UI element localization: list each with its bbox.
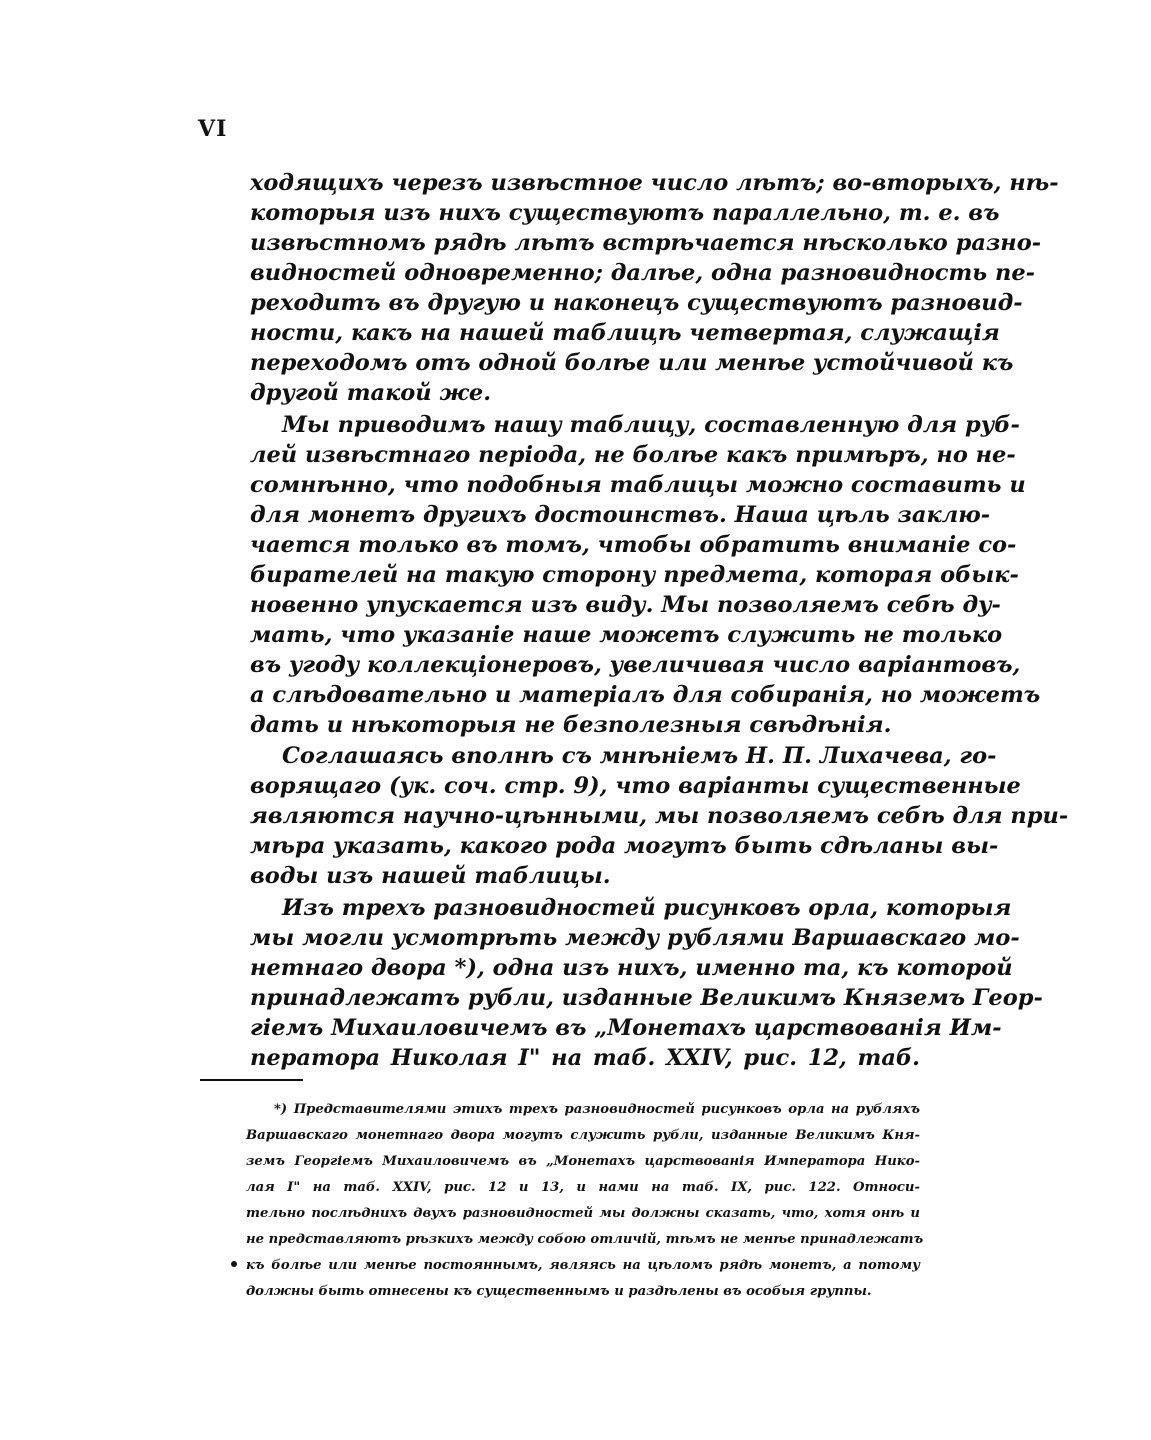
footnote-line: земъ Георгіемъ Михаиловичемъ въ „Монетахъ царствованія Императора Нико- (246, 1154, 920, 1169)
footnote-line: къ болѣе или менѣе постояннымъ, являясь на цѣломъ рядѣ монетъ, а потому (246, 1258, 920, 1273)
body-line: нетнаго двора *), одна изъ нихъ, именно та, къ которой (250, 955, 1013, 981)
body-line: мѣра указать, какого рода могутъ быть сдѣланы вы- (250, 833, 999, 859)
body-line: ператора Николая I" на таб. XXIV, рис. 12, таб. (250, 1045, 920, 1071)
body-line: а слѣдовательно и матеріалъ для собиранія, но можетъ (250, 682, 1041, 708)
footnote-line: не представляютъ рѣзкихъ между собою отличій, тѣмъ не менѣе принадлежатъ (246, 1232, 924, 1247)
body-line: ворящаго (ук. соч. стр. 9), что варіанты существенные (250, 773, 1021, 799)
body-line: которыя изъ нихъ существуютъ параллельно, т. е. въ (250, 200, 1000, 226)
body-line: воды изъ нашей таблицы. (250, 863, 611, 889)
body-line: сомнѣнно, что подобныя таблицы можно составить и (250, 472, 1026, 498)
footnote-separator (200, 1079, 303, 1081)
body-line: являются научно-цѣнными, мы позволяемъ себѣ для при- (250, 803, 1069, 829)
body-line: чается только въ томъ, чтобы обратить вниманіе со- (250, 532, 1017, 558)
body-line: Изъ трехъ разновидностей рисунковъ орла, которыя (282, 895, 1012, 921)
body-line: видностей одновременно; далѣе, одна разновидность пе- (250, 260, 1035, 286)
footnote-line: лая I" на таб. XXIV, рис. 12 и 13, и нами на таб. IX, рис. 122. Относи- (246, 1180, 920, 1195)
body-line: ходящихъ черезъ извѣстное число лѣтъ; во-вторыхъ, нѣ- (250, 170, 1059, 196)
body-line: лей извѣстнаго періода, не болѣе какъ примѣръ, но не- (250, 442, 1016, 468)
body-line: ности, какъ на нашей таблицѣ четвертая, служащія (250, 320, 1000, 346)
footnote-line: должны быть отнесены къ существеннымъ и раздѣлены въ особыя группы. (246, 1284, 872, 1299)
footnote-line: *) Представителями этихъ трехъ разновидностей рисунковъ орла на рубляхъ (274, 1102, 920, 1117)
body-line: мы могли усмотрѣть между рублями Варшавскаго мо- (250, 925, 1020, 951)
body-line: дать и нѣкоторыя не безполезныя свѣдѣнія. (250, 712, 892, 738)
ink-speck (231, 1261, 237, 1267)
body-line: Мы приводимъ нашу таблицу, составленную для руб- (282, 412, 1020, 438)
body-line: другой такой же. (250, 380, 492, 406)
body-line: Соглашаясь вполнѣ съ мнѣніемъ Н. П. Лихачева, го- (282, 743, 997, 769)
body-line: переходомъ отъ одной болѣе или менѣе устойчивой къ (250, 350, 1014, 376)
footnote-line: Варшавскаго монетнаго двора могутъ служить рубли, изданные Великимъ Кня- (246, 1128, 920, 1143)
body-line: мать, что указаніе наше можетъ служить не только (250, 622, 1003, 648)
body-line: реходитъ въ другую и наконецъ существуютъ разновид- (250, 290, 1023, 316)
body-line: новенно упускается изъ виду. Мы позволяемъ себѣ ду- (250, 592, 1001, 618)
body-line: въ угоду коллекціонеровъ, увеличивая число варіантовъ, (250, 652, 1021, 678)
page-number: VI (198, 116, 228, 142)
body-line: принадлежатъ рубли, изданные Великимъ Княземъ Геор- (250, 985, 1043, 1011)
body-line: гіемъ Михаиловичемъ въ „Монетахъ царствованія Им- (250, 1015, 1002, 1041)
body-line: извѣстномъ рядѣ лѣтъ встрѣчается нѣсколько разно- (250, 230, 1042, 256)
footnote-line: тельно послѣднихъ двухъ разновидностей мы должны сказать, что, хотя онѣ и (246, 1206, 920, 1221)
body-line: для монетъ другихъ достоинствъ. Наша цѣль заклю- (250, 502, 991, 528)
body-line: бирателей на такую сторону предмета, которая обык- (250, 562, 1019, 588)
